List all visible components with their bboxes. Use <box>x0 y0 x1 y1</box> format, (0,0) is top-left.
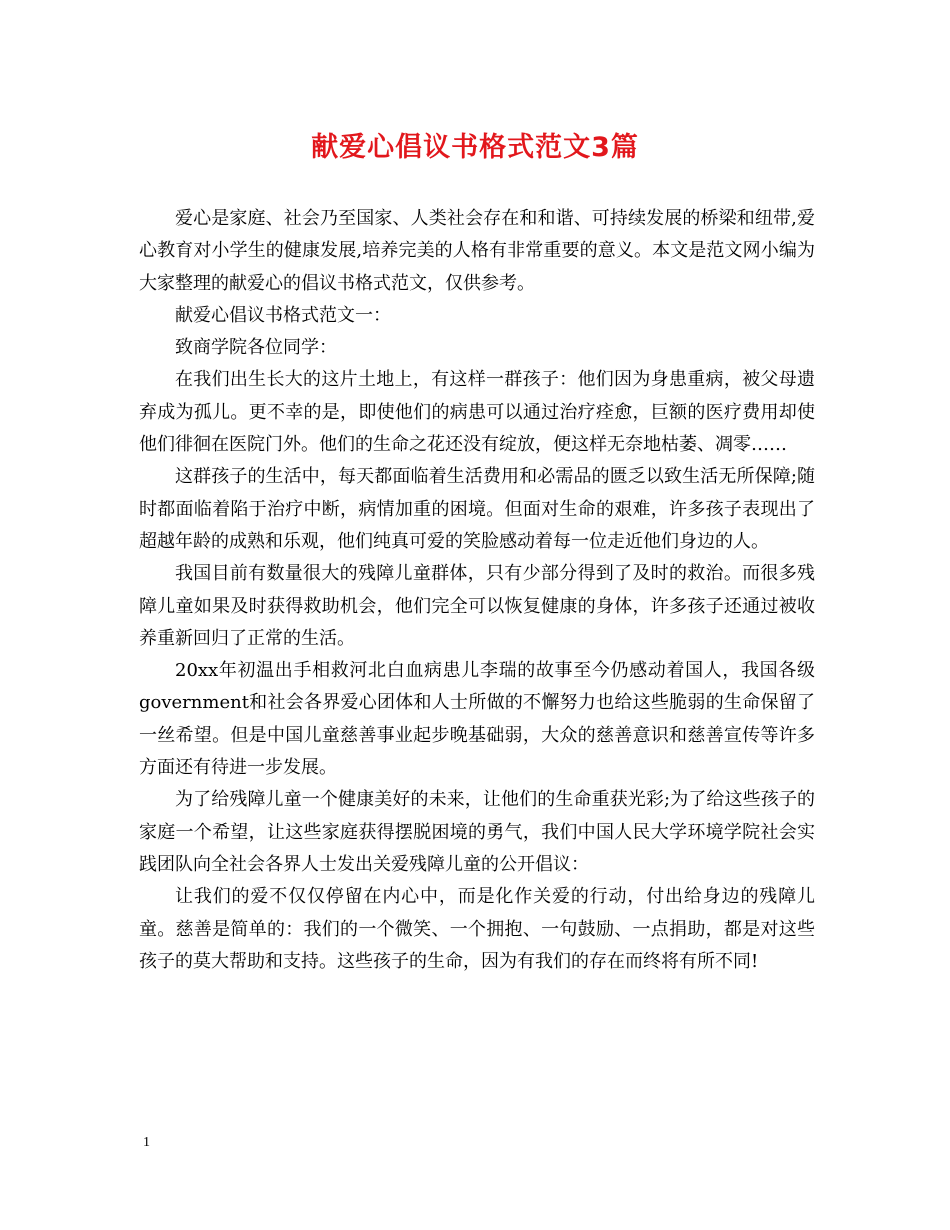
paragraph-body: 20xx年初温出手相救河北白血病患儿李瑞的故事至今仍感动着国人，我国各级government和社会各界爱心团体和人士所做的不懈努力也给这些脆弱的生命保留了一丝希望。但是中国儿童慈善事业起步晚基础弱，大众的慈善意识和慈善宣传等许多方面还有待进一步发展。 <box>139 660 815 779</box>
page-number: 1 <box>143 1135 150 1150</box>
document-title: 献爱心倡议书格式范文3篇 <box>311 132 639 163</box>
paragraph-section-heading: 献爱心倡议书格式范文一： <box>175 304 391 326</box>
paragraph-salutation: 致商学院各位同学： <box>175 337 337 359</box>
paragraph-body: 为了给残障儿童一个健康美好的未来，让他们的生命重获光彩;为了给这些孩子的家庭一个希望，让这些家庭获得摆脱困境的勇气，我们中国人民大学环境学院社会实践团队向全社会各界人士发出关爱残障儿童的公开倡议： <box>139 789 815 875</box>
paragraph-body: 让我们的爱不仅仅停留在内心中，而是化作关爱的行动，付出给身边的残障儿童。慈善是简单的：我们的一个微笑、一个拥抱、一句鼓励、一点捐助，都是对这些孩子的莫大帮助和支持。这些孩子的生命，因为有我们的存在而终将有所不同! <box>139 886 815 972</box>
document-body <box>139 203 815 978</box>
paragraph-body: 这群孩子的生活中，每天都面临着生活费用和必需品的匮乏以致生活无所保障;随时都面临着陷于治疗中断，病情加重的困境。但面对生命的艰难，许多孩子表现出了超越年龄的成熟和乐观，他们纯真可爱的笑脸感动着每一位走近他们身边的人。 <box>139 466 815 552</box>
paragraph-intro: 爱心是家庭、社会乃至国家、人类社会存在和和谐、可持续发展的桥梁和纽带,爱心教育对小学生的健康发展,培养完美的人格有非常重要的意义。本文是范文网小编为大家整理的献爱心的倡议书格式范文，仅供参考。 <box>139 208 815 294</box>
paragraph-body: 在我们出生长大的这片土地上，有这样一群孩子：他们因为身患重病，被父母遗弃成为孤儿。更不幸的是，即使他们的病患可以通过治疗痊愈，巨额的医疗费用却使他们徘徊在医院门外。他们的生命之花还没有绽放，便这样无奈地枯萎、凋零…… <box>139 369 815 456</box>
paragraph-body: 我国目前有数量很大的残障儿童群体，只有少部分得到了及时的救治。而很多残障儿童如果及时获得救助机会，他们完全可以恢复健康的身体，许多孩子还通过被收养重新回归了正常的生活。 <box>139 563 815 649</box>
